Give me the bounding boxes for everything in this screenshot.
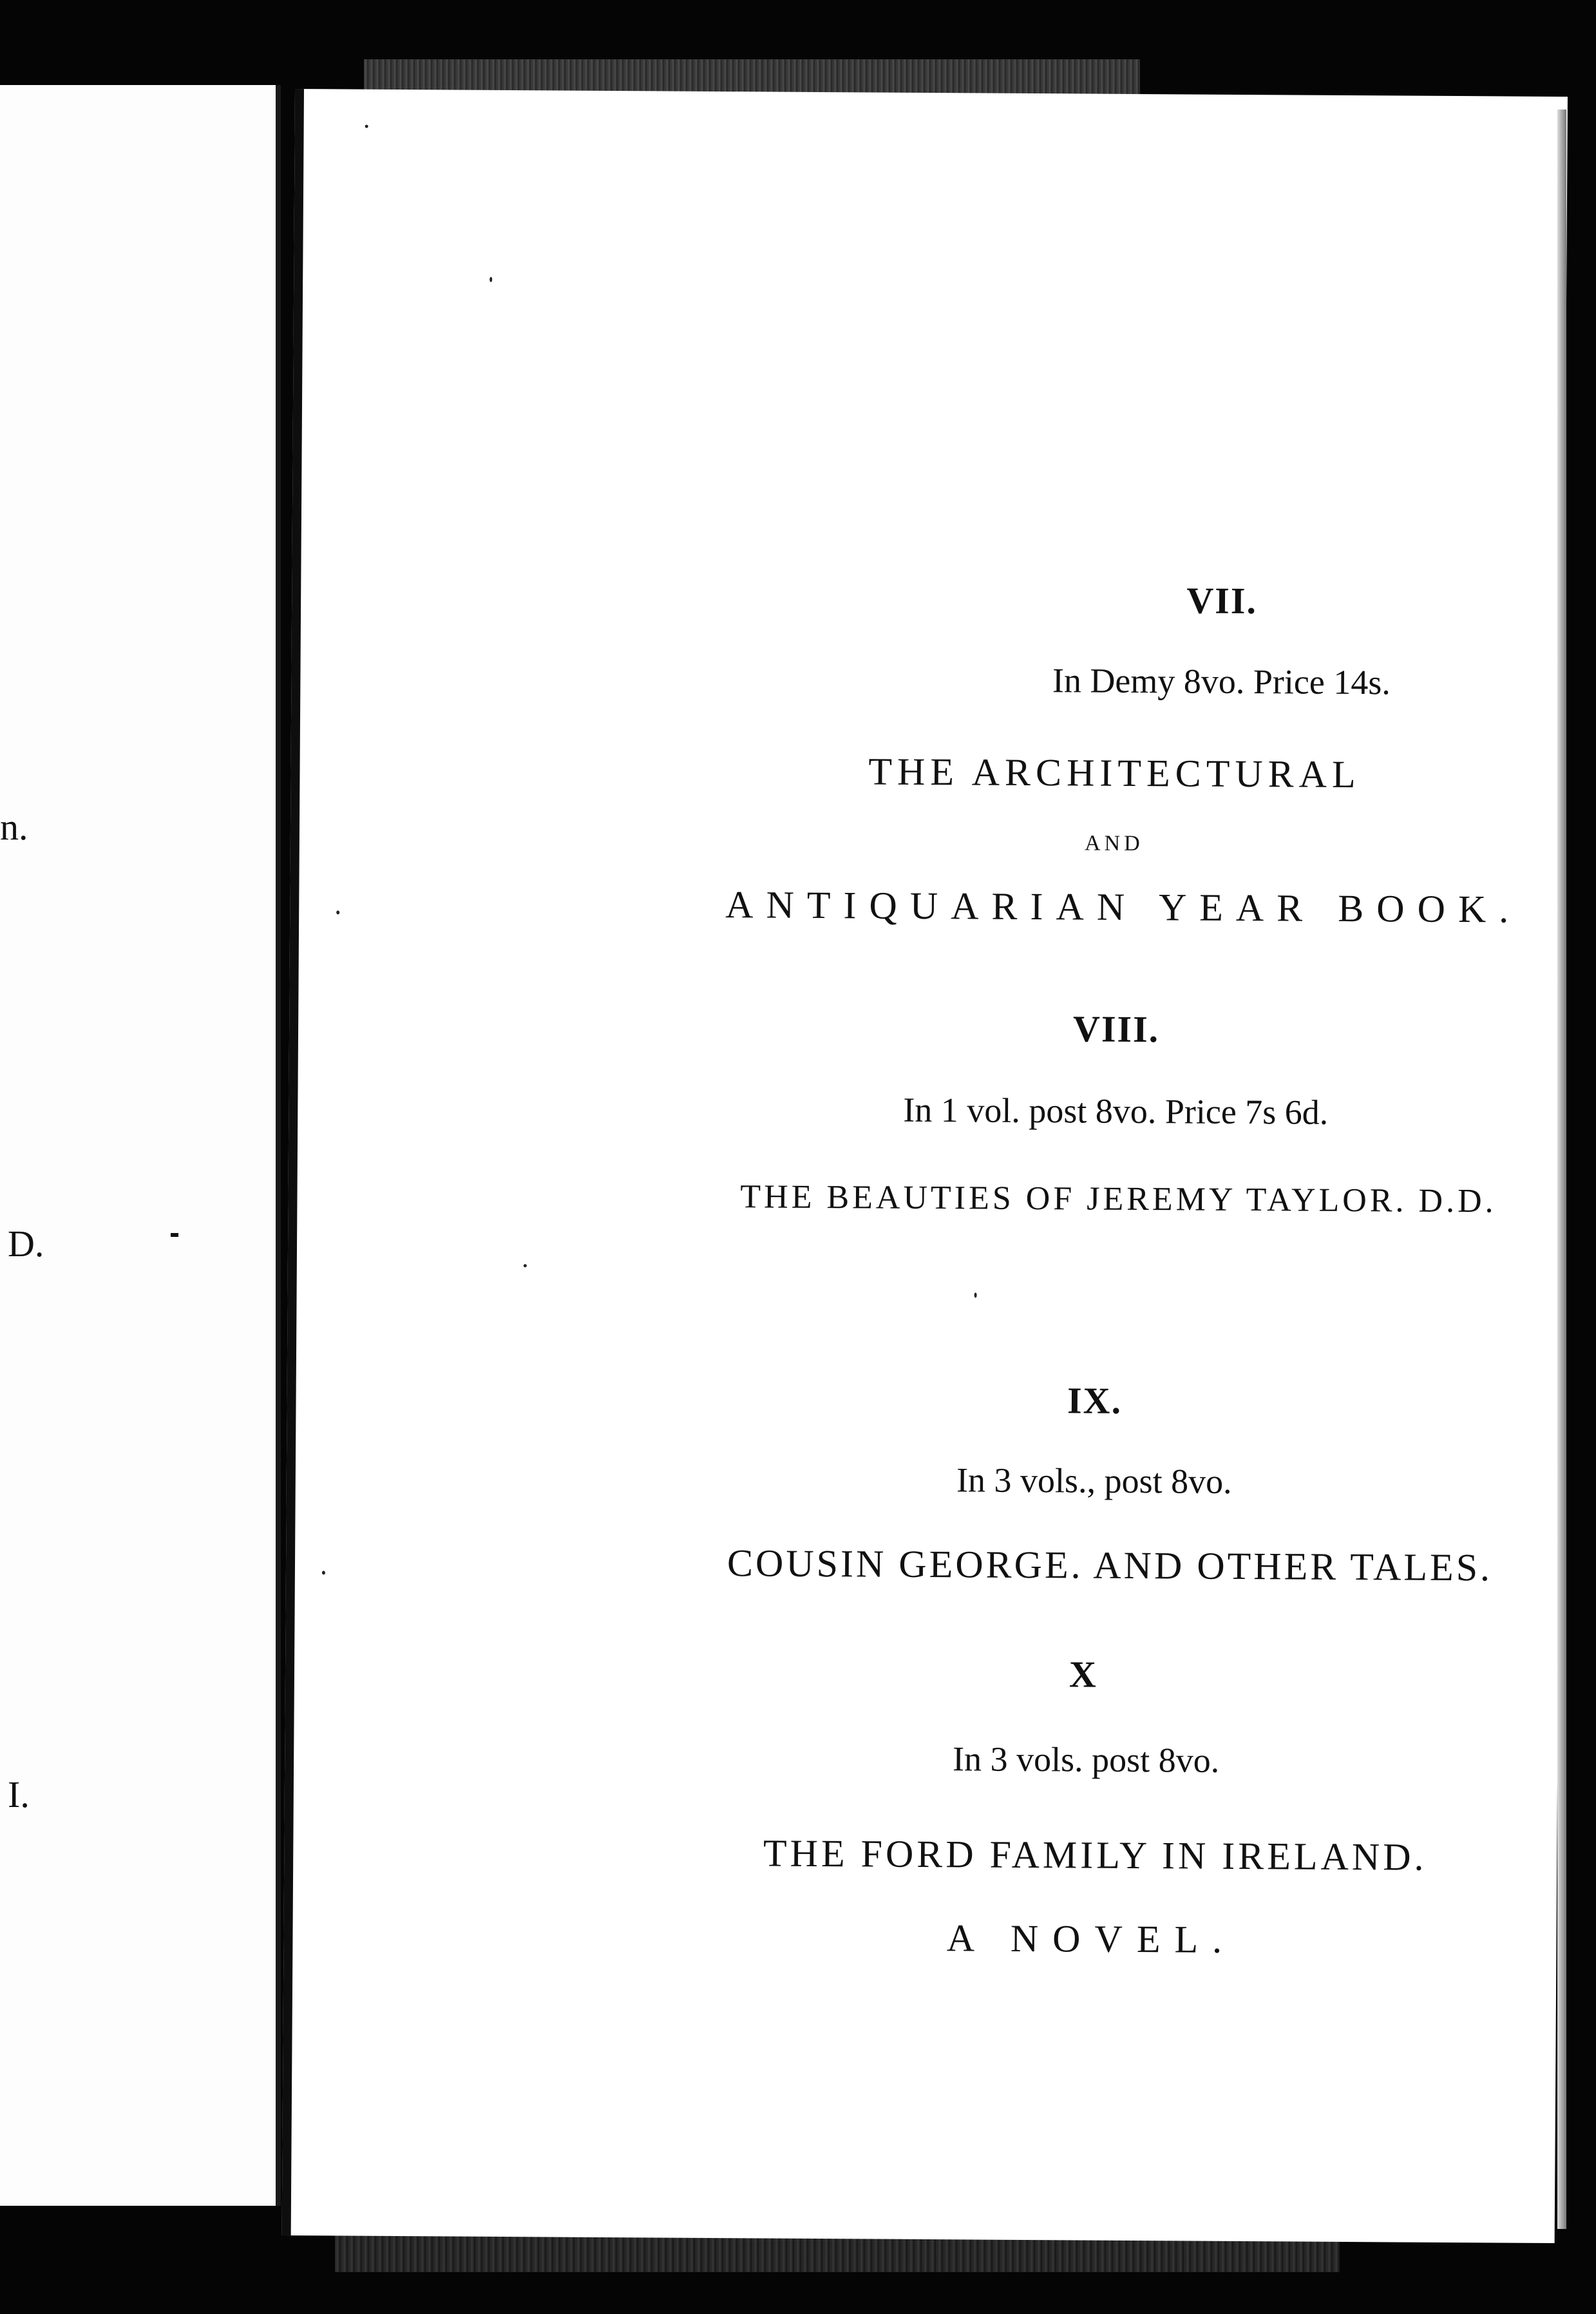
entry-numeral: VII.	[1186, 579, 1258, 622]
ink-speck	[974, 1292, 977, 1297]
entry-title: THE FORD FAMILY IN IRELAND.	[763, 1831, 1427, 1879]
entry-title: ANTIQUARIAN YEAR BOOK.	[725, 883, 1522, 931]
entry-title: THE BEAUTIES OF JEREMY TAYLOR. D.D.	[740, 1178, 1497, 1220]
ink-speck	[524, 1264, 527, 1267]
entry-numeral: IX.	[1067, 1379, 1123, 1422]
left-page-fragment: I.	[8, 1774, 30, 1815]
entry-numeral: VIII.	[1072, 1008, 1160, 1051]
entry-format: In 3 vols. post 8vo.	[952, 1739, 1220, 1780]
entry-format: In 3 vols., post 8vo.	[956, 1460, 1232, 1501]
left-page	[0, 85, 281, 2206]
entry-title: THE ARCHITECTURAL	[868, 750, 1361, 796]
entry-numeral: X	[1069, 1653, 1098, 1696]
entry-title-conjunction: AND	[1084, 831, 1144, 856]
ink-speck	[365, 125, 368, 128]
left-page-fragment: D.	[8, 1223, 44, 1265]
page-edge	[1557, 110, 1566, 2229]
ink-speck	[171, 1233, 178, 1237]
right-page	[282, 89, 1568, 2243]
entry-title: COUSIN GEORGE. AND OTHER TALES.	[727, 1542, 1493, 1589]
entry-format: In 1 vol. post 8vo. Price 7s 6d.	[903, 1090, 1329, 1132]
ink-speck	[322, 1571, 325, 1574]
entry-format: In Demy 8vo. Price 14s.	[1052, 661, 1391, 702]
ink-speck	[489, 277, 492, 282]
ink-speck	[336, 910, 339, 914]
left-page-fragment: n.	[0, 806, 28, 848]
entry-title: A NOVEL.	[946, 1917, 1237, 1961]
